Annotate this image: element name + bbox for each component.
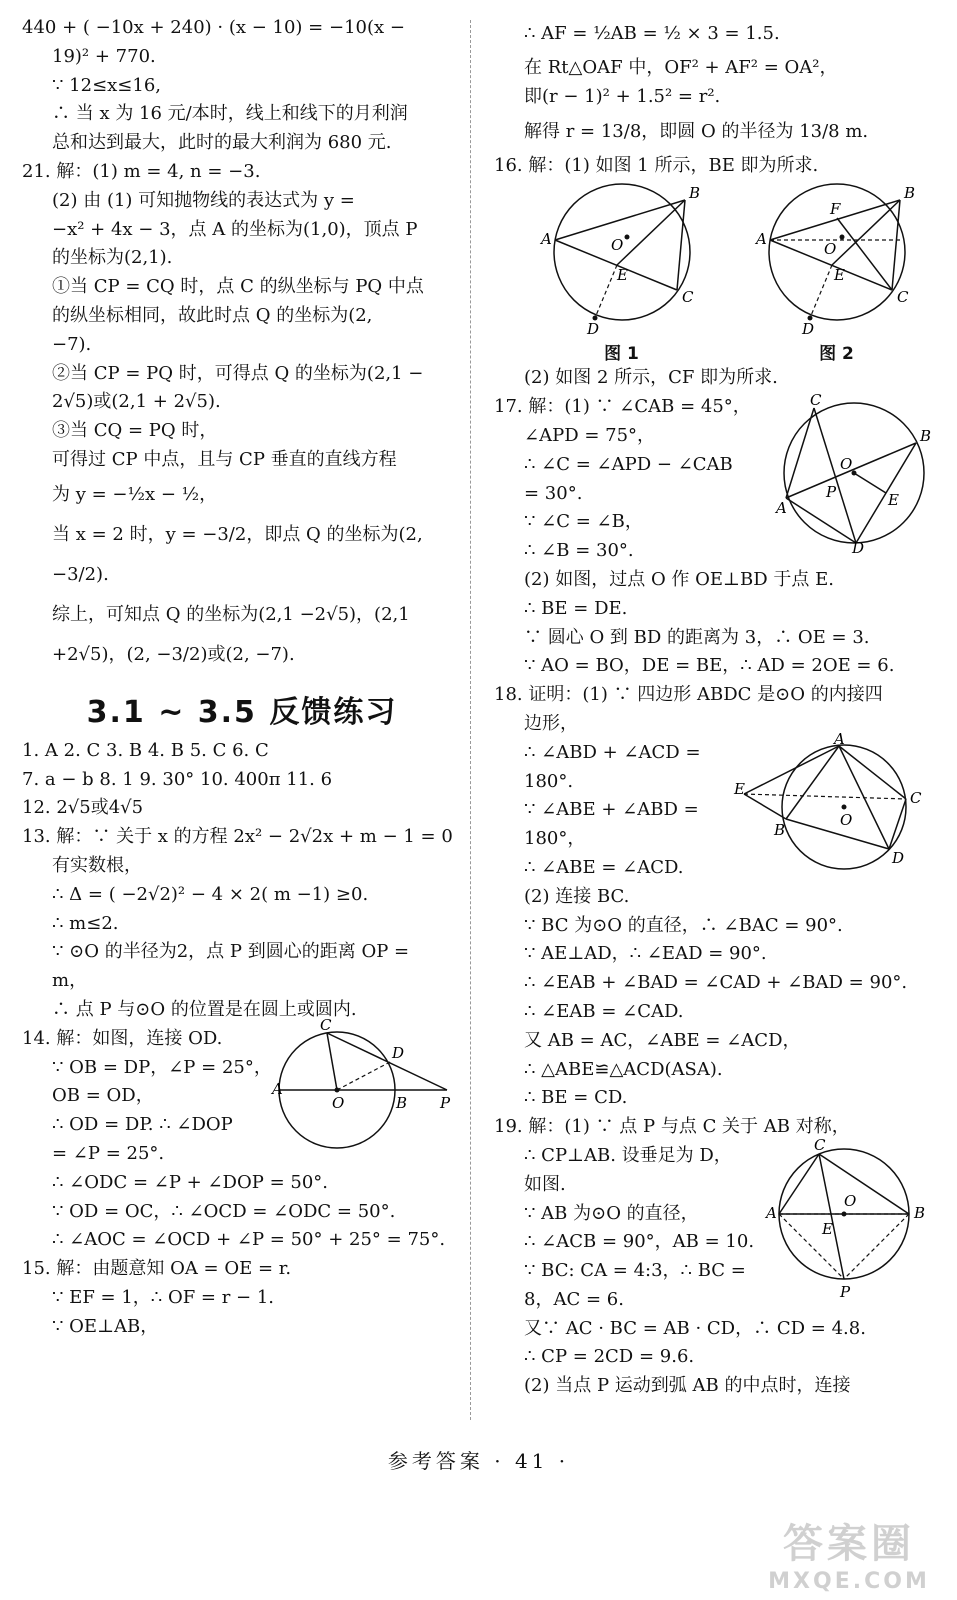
text-line: ∴ ∠EAB = ∠CAD. — [524, 1000, 684, 1022]
page-footer: 参考答案 · 41 · — [387, 1449, 570, 1473]
label-d: D — [586, 320, 599, 339]
text-line: 1. A 2. C 3. B 4. B 5. C 6. C — [22, 739, 269, 761]
text-line: 8，AC = 6. — [524, 1288, 624, 1310]
text-line: 16. 解：(1) 如图 1 所示，BE 即为所求. — [494, 154, 819, 176]
figure-2-diagram — [742, 180, 932, 339]
text-line: ∵ 12≤x≤16, — [52, 74, 162, 96]
text-line: 12. 2√5或4√5 — [22, 797, 144, 819]
figure-1-caption: 图 1 — [604, 344, 639, 365]
text-line: (2) 当点 P 运动到弧 AB 的中点时，连接 — [524, 1375, 851, 1397]
label-a: A — [540, 230, 552, 249]
center-point — [842, 1211, 847, 1216]
text-line: ③当 CQ = PQ 时， — [52, 420, 218, 442]
label-a: A — [766, 1203, 777, 1222]
text-line: ∴ ∠C = ∠APD − ∠CAB — [524, 453, 733, 475]
watermark-text: 答案圈 — [783, 1521, 915, 1567]
text-line: 为 y = −½x − ½， — [52, 483, 218, 505]
text-line: ∵ BC 为⊙O 的直径，∴ ∠BAC = 90°. — [524, 914, 843, 936]
line-cp — [819, 1154, 844, 1279]
line-eb — [744, 794, 786, 819]
label-a: A — [776, 499, 787, 518]
text-line: (2) 如图 2 所示，CF 即为所求. — [524, 367, 778, 389]
label-p: P — [840, 1282, 851, 1301]
text-line: 18. 证明：(1) ∵ 四边形 ABDC 是⊙O 的内接四 — [494, 684, 883, 706]
line-ed — [810, 265, 832, 318]
text-line: ∴ 当 x 为 16 元/本时，线上和线下的月利润 — [52, 103, 408, 125]
label-c: C — [814, 1135, 826, 1154]
text-line: ∴ ∠ABE = ∠ACD. — [524, 856, 684, 878]
text-line: 440 + ( −10x + 240) · (x − 10) = −10(x − — [22, 17, 405, 38]
line-ac — [779, 1154, 819, 1214]
label-e: E — [734, 779, 745, 798]
line-ab — [555, 200, 685, 240]
text-line: 又 AB = AC，∠ABE = ∠ACD， — [524, 1029, 801, 1051]
text-line: 在 Rt△OAF 中，OF² + AF² = OA²， — [524, 57, 838, 78]
text-line: ∵ AB 为⊙O 的直径， — [524, 1202, 699, 1224]
line-ab — [786, 746, 839, 819]
text-line: ②当 CP = PQ 时，可得点 Q 的坐标为(2,1 − — [52, 362, 424, 384]
text-line: 7. a − b 8. 1 9. 30° 10. 400π 11. 6 — [22, 768, 333, 790]
text-line: ∴ 点 P 与⊙O 的位置是在圆上或圆内. — [52, 998, 357, 1020]
label-b: B — [914, 1203, 926, 1222]
label-b: B — [688, 184, 700, 203]
text-line: = ∠P = 25°. — [52, 1142, 165, 1164]
line-ea — [744, 746, 839, 794]
line-cp — [327, 1033, 447, 1090]
q18-figure — [734, 729, 934, 874]
figure-2 — [742, 180, 932, 364]
text-line: ∵ 圆心 O 到 BD 的距离为 3，∴ OE = 3. — [524, 626, 870, 648]
label-a: A — [834, 729, 845, 748]
text-line: 14. 解：如图，连接 OD. — [22, 1027, 223, 1049]
q16-figures — [514, 180, 944, 364]
text-line: m， — [52, 970, 88, 992]
line-ap — [779, 1214, 844, 1279]
text-line: 19. 解：(1) ∵ 点 P 与点 C 关于 AB 对称， — [494, 1116, 850, 1138]
text-line: ∴ BE = DE. — [524, 597, 628, 619]
text-line: ∴ ∠ABD + ∠ACD = — [524, 741, 701, 763]
center-point — [624, 235, 629, 240]
text-line: 的纵坐标相同，故此时点 Q 的坐标为(2, — [52, 304, 373, 326]
left-column — [22, 14, 462, 1341]
text-line: ∴ ∠ACB = 90°，AB = 10. — [524, 1231, 755, 1253]
text-line: ∵ EF = 1，∴ OF = r − 1. — [52, 1286, 275, 1308]
figure-1-diagram — [527, 180, 717, 339]
text-line: ①当 CP = CQ 时，点 C 的纵坐标与 PQ 中点 — [52, 276, 424, 298]
text-line: 21. 解：(1) m = 4, n = −3. — [22, 160, 261, 182]
text-line: ∵ OD = OC，∴ ∠OCD = ∠ODC = 50°. — [52, 1200, 396, 1222]
text-line: = 30°. — [524, 482, 583, 504]
text-line: ∴ BE = CD. — [524, 1087, 628, 1109]
line-ad — [786, 498, 856, 543]
text-line: 19)² + 770. — [52, 45, 156, 67]
label-p: P — [826, 483, 837, 502]
text-line: ∵ OE⊥AB， — [52, 1315, 159, 1337]
text-line: ∴ △ABE≌△ACD(ASA). — [524, 1058, 723, 1080]
watermark-url: MXQE.COM — [768, 1569, 930, 1594]
label-b: B — [920, 427, 932, 446]
text-line: 当 x = 2 时，y = −3/2，即点 Q 的坐标为(2, — [52, 523, 423, 545]
q19-figure — [764, 1135, 934, 1302]
text-line: 2√5)或(2,1 + 2√5). — [52, 391, 221, 413]
label-c: C — [681, 288, 693, 307]
line-co — [327, 1033, 337, 1090]
text-line: (2) 由 (1) 可知抛物线的表达式为 y = — [52, 189, 355, 211]
q17-figure — [774, 391, 934, 558]
text-line: 17. 解：(1) ∵ ∠CAB = 45°， — [494, 396, 751, 418]
label-c: C — [896, 288, 908, 307]
center-point — [839, 235, 844, 240]
watermark-logo — [749, 1512, 949, 1594]
text-line: 解得 r = 13/8，即圆 O 的半径为 13/8 m. — [524, 120, 869, 142]
label-b: B — [396, 1093, 408, 1112]
text-line: ∴ ∠ODC = ∠P + ∠DOP = 50°. — [52, 1171, 328, 1193]
text-line: ∠APD = 75°， — [524, 424, 656, 446]
text-line: 可得过 CP 中点，且与 CP 垂直的直线方程 — [52, 448, 397, 470]
line-ac — [786, 408, 814, 498]
label-e: E — [833, 266, 845, 285]
text-line: 15. 解：由题意知 OA = OE = r. — [22, 1258, 292, 1280]
section-title: 3.1 ~ 3.5 反馈练习 — [86, 694, 398, 730]
text-line: ∵ ∠ABE + ∠ABD = — [524, 799, 699, 821]
text-line: ∵ ∠C = ∠B， — [524, 511, 643, 533]
line-ed — [595, 265, 617, 318]
label-o: O — [844, 1191, 857, 1210]
label-b: B — [903, 184, 915, 203]
line-bp — [844, 1214, 909, 1279]
text-line: 综上，可知点 Q 的坐标为(2,1 −2√5)，(2,1 — [52, 603, 410, 625]
text-line: 总和达到最大，此时的最大利润为 680 元. — [52, 132, 392, 154]
text-line: −7). — [52, 333, 92, 355]
text-line: 180°. — [524, 770, 574, 792]
text-line: (2) 连接 BC. — [524, 885, 630, 907]
text-line: ∴ ∠AOC = ∠OCD + ∠P = 50° + 25° = 75°. — [52, 1229, 446, 1251]
text-line: ∴ m≤2. — [52, 912, 119, 934]
label-o: O — [840, 810, 853, 829]
label-p: P — [440, 1093, 451, 1112]
column-divider — [470, 20, 471, 1420]
text-line: 的坐标为(2,1). — [52, 247, 173, 269]
text-line: 又∵ AC · BC = AB · CD，∴ CD = 4.8. — [524, 1317, 866, 1339]
label-c: C — [320, 1015, 332, 1034]
label-d: D — [852, 539, 865, 558]
label-d: D — [892, 848, 905, 867]
text-line: ∴ CP = 2CD = 9.6. — [524, 1346, 695, 1368]
label-c: C — [910, 788, 922, 807]
text-line: (2) 如图，过点 O 作 OE⊥BD 于点 E. — [524, 568, 834, 590]
label-a: A — [755, 230, 767, 249]
text-line: 有实数根， — [52, 854, 142, 876]
q14-figure — [272, 1015, 462, 1130]
text-line: +2√5)，(2, −3/2)或(2, −7). — [52, 643, 295, 665]
text-line: 即(r − 1)² + 1.5² = r². — [524, 85, 721, 107]
text-line: 180°， — [524, 828, 586, 850]
text-line: ∴ ∠EAB + ∠BAD = ∠CAD + ∠BAD = 90°. — [524, 972, 908, 994]
center-point — [335, 1087, 340, 1092]
label-d: D — [801, 320, 814, 339]
text-line: ∴ Δ = ( −2√2)² − 4 × 2( m −1) ≥0. — [52, 883, 369, 905]
label-b: B — [774, 820, 786, 839]
line-dashed-bc — [744, 794, 906, 799]
label-o: O — [823, 240, 836, 259]
text-line: 边形， — [524, 712, 578, 734]
right-column — [494, 14, 934, 1401]
label-c: C — [810, 391, 822, 410]
text-line: ∴ CP⊥AB. 设垂足为 D， — [524, 1144, 732, 1166]
text-line: ∵ AE⊥AD，∴ ∠EAD = 90°. — [524, 943, 767, 965]
line-cd — [814, 408, 856, 543]
text-line: 如图. — [524, 1173, 566, 1195]
text-line: ∵ ⊙O 的半径为2，点 P 到圆心的距离 OP = — [52, 941, 410, 963]
center-point — [842, 804, 847, 809]
label-d: D — [392, 1043, 405, 1062]
label-e: E — [616, 266, 628, 285]
label-o: O — [332, 1093, 345, 1112]
figure-1 — [527, 180, 717, 364]
line-od — [337, 1062, 390, 1090]
line-cb — [819, 1154, 909, 1214]
text-line: ∵ AO = BO，DE = BE，∴ AD = 2OE = 6. — [524, 655, 895, 677]
line-bd — [786, 819, 889, 849]
label-e: E — [888, 491, 899, 510]
text-line: ∴ OD = DP. ∴ ∠DOP — [52, 1114, 233, 1136]
text-line: ∴ AF = ½AB = ½ × 3 = 1.5. — [524, 23, 780, 44]
text-line: ∴ ∠B = 30°. — [524, 540, 634, 562]
text-line: OB = OD， — [52, 1085, 154, 1107]
figure-2-caption: 图 2 — [819, 344, 854, 365]
text-line: ∵ BC: CA = 4:3，∴ BC = — [524, 1260, 746, 1282]
text-line: −x² + 4x − 3，点 A 的坐标为(1,0)，顶点 P — [52, 218, 418, 240]
label-f: F — [829, 200, 840, 219]
label-a: A — [272, 1079, 283, 1098]
label-o: O — [610, 236, 623, 255]
label-e: E — [822, 1219, 833, 1238]
line-oe — [854, 473, 886, 493]
text-line: 13. 解：∵ 关于 x 的方程 2x² − 2√2x + m − 1 = 0 — [22, 826, 453, 848]
text-line: −3/2). — [52, 563, 109, 585]
text-line: ∵ OB = DP，∠P = 25°， — [52, 1056, 272, 1078]
label-o: O — [840, 455, 853, 474]
